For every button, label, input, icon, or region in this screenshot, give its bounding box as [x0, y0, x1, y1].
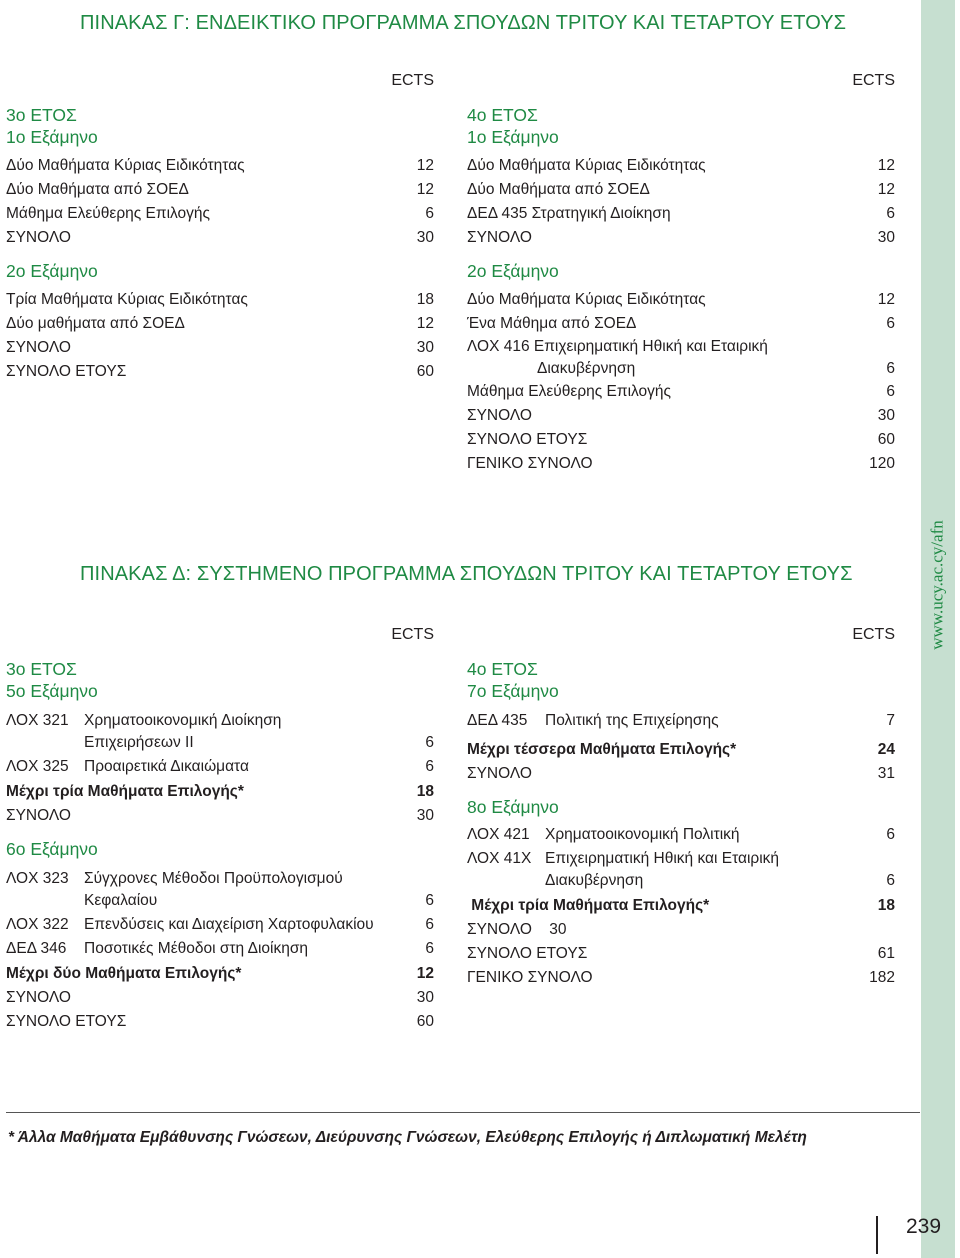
course-code: ΛΟΧ 323 [6, 870, 69, 887]
ects-row [6, 780, 434, 804]
ects-header: ECTS [852, 626, 895, 643]
row-label: Μάθημα Ελεύθερης Επιλογής [6, 205, 210, 222]
semester-label: 1ο Εξάμηνο [467, 127, 559, 147]
table-d-left [6, 626, 434, 1034]
row-value: 61 [877, 945, 895, 962]
row-label: ΣΥΝΟΛΟ ΕΤΟΥΣ [467, 431, 588, 448]
ects-row [467, 966, 895, 990]
semester-label: 2ο Εξάμηνο [6, 261, 98, 281]
row-label: Τρία Μαθήματα Κύριας Ειδικότητας [6, 291, 248, 308]
page-number: 239 [906, 1215, 942, 1238]
course-title: Προαιρετικά Δικαιώματα [84, 758, 249, 775]
course-title: Σύγχρονες Μέθοδοι Προϋπολογισμού [84, 870, 343, 887]
year-label: 3ο ΕΤΟΣ [6, 659, 77, 679]
course-row [467, 824, 895, 846]
row-label: Δύο Μαθήματα από ΣΟΕΔ [467, 181, 650, 198]
row-value: 182 [869, 969, 895, 986]
elective-row: Μέχρι τρία Μαθήματα Επιλογής* 18 [467, 897, 895, 914]
course-row [6, 756, 434, 778]
table-c-left [6, 72, 434, 384]
ects-row [6, 962, 434, 986]
course-ects: 7 [886, 712, 895, 729]
row-value: 30 [416, 339, 434, 356]
year-label: 3ο ΕΤΟΣ [6, 105, 77, 125]
table-c-right [467, 72, 895, 476]
ects-row [467, 380, 895, 404]
course-code: ΛΟΧ 321 [6, 712, 69, 729]
row-value: 60 [416, 363, 434, 380]
ects-row [467, 428, 895, 452]
course-title: Επενδύσεις και Διαχείριση Χαρτοφυλακίου [84, 916, 374, 933]
row-label: Δύο Μαθήματα Κύριας Ειδικότητας [467, 291, 706, 308]
row-value: 60 [416, 1013, 434, 1030]
table-d-title: ΠΙΝΑΚΑΣ Δ: ΣΥΣΤΗΜΕΝΟ ΠΡΟΓΡΑΜΜΑ ΣΠΟΥΔΩΝ ΤΡΙΤΟΥ ΚΑΙ ΤΕΤΑΡΤΟΥ ΕΤΟΥΣ [80, 563, 853, 585]
row-label: ΣΥΝΟΛΟ [6, 807, 71, 824]
course-ects: 6 [425, 734, 434, 751]
row-value: 6 [425, 205, 434, 222]
row-label: ΓΕΝΙΚΟ ΣΥΝΟΛΟ [467, 455, 593, 472]
course-title-cont: Διακυβέρνηση [545, 872, 644, 889]
course-code: ΔΕΔ 435 [467, 712, 528, 729]
ects-row [6, 202, 434, 226]
row-value: 6 [886, 205, 895, 222]
course-code: ΛΟΧ 421 [467, 826, 530, 843]
row-label: Μέχρι τρία Μαθήματα Επιλογής* [6, 783, 244, 800]
ects-row [6, 178, 434, 202]
ects-row [6, 804, 434, 828]
row-label: ΣΥΝΟΛΟ [6, 339, 71, 356]
row-label: Δύο Μαθήματα από ΣΟΕΔ [6, 181, 189, 198]
ects-row [467, 202, 895, 226]
total-row: ΣΥΝΟΛΟ 30 [467, 921, 567, 938]
course-title-cont: Επιχειρήσεων ΙΙ [84, 734, 194, 751]
course-ects: 6 [886, 872, 895, 889]
row-value: 12 [877, 291, 895, 308]
row-value: 12 [877, 157, 895, 174]
row-value: 30 [416, 989, 434, 1006]
row-label: ΣΥΝΟΛΟ ΕΤΟΥΣ [6, 1013, 127, 1030]
table-c-title: ΠΙΝΑΚΑΣ Γ: ΕΝΔΕΙΚΤΙΚΟ ΠΡΟΓΡΑΜΜΑ ΣΠΟΥΔΩΝ ΤΡΙΤΟΥ ΚΑΙ ΤΕΤΑΡΤΟΥ ΕΤΟΥΣ [80, 12, 847, 34]
row-label: ΣΥΝΟΛΟ [6, 989, 71, 1006]
course-row [6, 914, 434, 936]
course-code: ΛΟΧ 41Χ [467, 850, 532, 867]
course-code: ΔΕΔ 346 [6, 940, 67, 957]
ects-row [467, 452, 895, 476]
ects-row [467, 738, 895, 762]
semester-label: 5ο Εξάμηνο [6, 681, 98, 701]
course-row [6, 710, 434, 754]
ects-row [6, 1010, 434, 1034]
ects-row [6, 336, 434, 360]
row-value: 30 [877, 229, 895, 246]
ects-header: ECTS [852, 72, 895, 89]
course-row: Διακυβέρνηση 6 [537, 360, 895, 377]
sidebar-url: www.ucy.ac.cy/afn [928, 520, 948, 650]
row-value: 12 [877, 181, 895, 198]
row-value: 12 [416, 965, 434, 982]
row-label: ΔΕΔ 435 Στρατηγική Διοίκηση [467, 205, 671, 222]
year-label: 4ο ΕΤΟΣ [467, 105, 538, 125]
row-label: ΣΥΝΟΛΟ [467, 407, 532, 424]
row-value: 6 [886, 315, 895, 332]
row-label: Δύο Μαθήματα Κύριας Ειδικότητας [6, 157, 245, 174]
row-value: 120 [869, 455, 895, 472]
row-value: 6 [886, 383, 895, 400]
footnote: * Άλλα Μαθήματα Εμβάθυνσης Γνώσεων, Διεύρυνσης Γνώσεων, Ελεύθερης Επιλογής ή Διπλωματική Μελέτη [8, 1129, 807, 1146]
ects-row [6, 154, 434, 178]
course-row [467, 848, 895, 892]
semester-label: 7ο Εξάμηνο [467, 681, 559, 701]
row-value: 18 [416, 783, 434, 800]
row-label: Δύο Μαθήματα Κύριας Ειδικότητας [467, 157, 706, 174]
semester-label: 8ο Εξάμηνο [467, 797, 559, 817]
ects-row [467, 154, 895, 178]
row-label: Μάθημα Ελεύθερης Επιλογής [467, 383, 671, 400]
row-value: 18 [416, 291, 434, 308]
row-label: ΣΥΝΟΛΟ [6, 229, 71, 246]
ects-row [6, 226, 434, 250]
course-row: ΛΟΧ 416 Επιχειρηματική Ηθική και Εταιρική [467, 338, 768, 355]
course-title: Πολιτική της Επιχείρησης [545, 712, 719, 729]
course-title: Ποσοτικές Μέθοδοι στη Διοίκηση [84, 940, 309, 957]
row-label: ΣΥΝΟΛΟ ΕΤΟΥΣ [467, 945, 588, 962]
ects-row [467, 762, 895, 786]
ects-row [467, 942, 895, 966]
row-label: ΣΥΝΟΛΟ [467, 229, 532, 246]
row-value: 60 [877, 431, 895, 448]
ects-row [467, 288, 895, 312]
course-ects: 6 [425, 916, 434, 933]
course-title: Επιχειρηματική Ηθική και Εταιρική [545, 850, 780, 867]
ects-row [6, 986, 434, 1010]
row-value: 12 [416, 315, 434, 332]
course-ects: 6 [886, 826, 895, 843]
row-value: 31 [877, 765, 895, 782]
row-value: 30 [416, 229, 434, 246]
page-number-rule [876, 1216, 878, 1254]
semester-label: 2ο Εξάμηνο [467, 261, 559, 281]
semester-label: 1ο Εξάμηνο [6, 127, 98, 147]
ects-row [467, 404, 895, 428]
course-title: Χρηματοοικονομική Διοίκηση [84, 712, 282, 729]
row-label: Ένα Μάθημα από ΣΟΕΔ [467, 315, 637, 332]
course-code: ΛΟΧ 325 [6, 758, 69, 775]
course-title: Χρηματοοικονομική Πολιτική [545, 826, 740, 843]
ects-row [467, 312, 895, 336]
course-title-cont: Κεφαλαίου [84, 892, 158, 909]
row-label: ΣΥΝΟΛΟ ΕΤΟΥΣ [6, 363, 127, 380]
course-ects: 6 [425, 758, 434, 775]
row-label: ΣΥΝΟΛΟ [467, 765, 532, 782]
course-row [6, 868, 434, 912]
year-label: 4ο ΕΤΟΣ [467, 659, 538, 679]
ects-row [467, 226, 895, 250]
ects-row [467, 178, 895, 202]
course-code: ΛΟΧ 322 [6, 916, 69, 933]
row-value: 24 [877, 741, 895, 758]
row-value: 30 [877, 407, 895, 424]
ects-row [6, 288, 434, 312]
row-label: ΓΕΝΙΚΟ ΣΥΝΟΛΟ [467, 969, 593, 986]
ects-header: ECTS [391, 72, 434, 89]
row-label: Μέχρι δύο Μαθήματα Επιλογής* [6, 965, 242, 982]
ects-header: ECTS [391, 626, 434, 643]
footnote-divider [6, 1112, 920, 1113]
semester-label: 6ο Εξάμηνο [6, 839, 98, 859]
row-value: 12 [416, 157, 434, 174]
ects-row [6, 312, 434, 336]
row-value: 12 [416, 181, 434, 198]
course-row [467, 710, 895, 732]
table-d-right [467, 626, 895, 990]
row-value: 30 [416, 807, 434, 824]
row-label: Μέχρι τέσσερα Μαθήματα Επιλογής* [467, 741, 737, 758]
row-label: Δύο μαθήματα από ΣΟΕΔ [6, 315, 185, 332]
course-ects: 6 [425, 892, 434, 909]
course-ects: 6 [425, 940, 434, 957]
course-row [6, 938, 434, 960]
ects-row [6, 360, 434, 384]
